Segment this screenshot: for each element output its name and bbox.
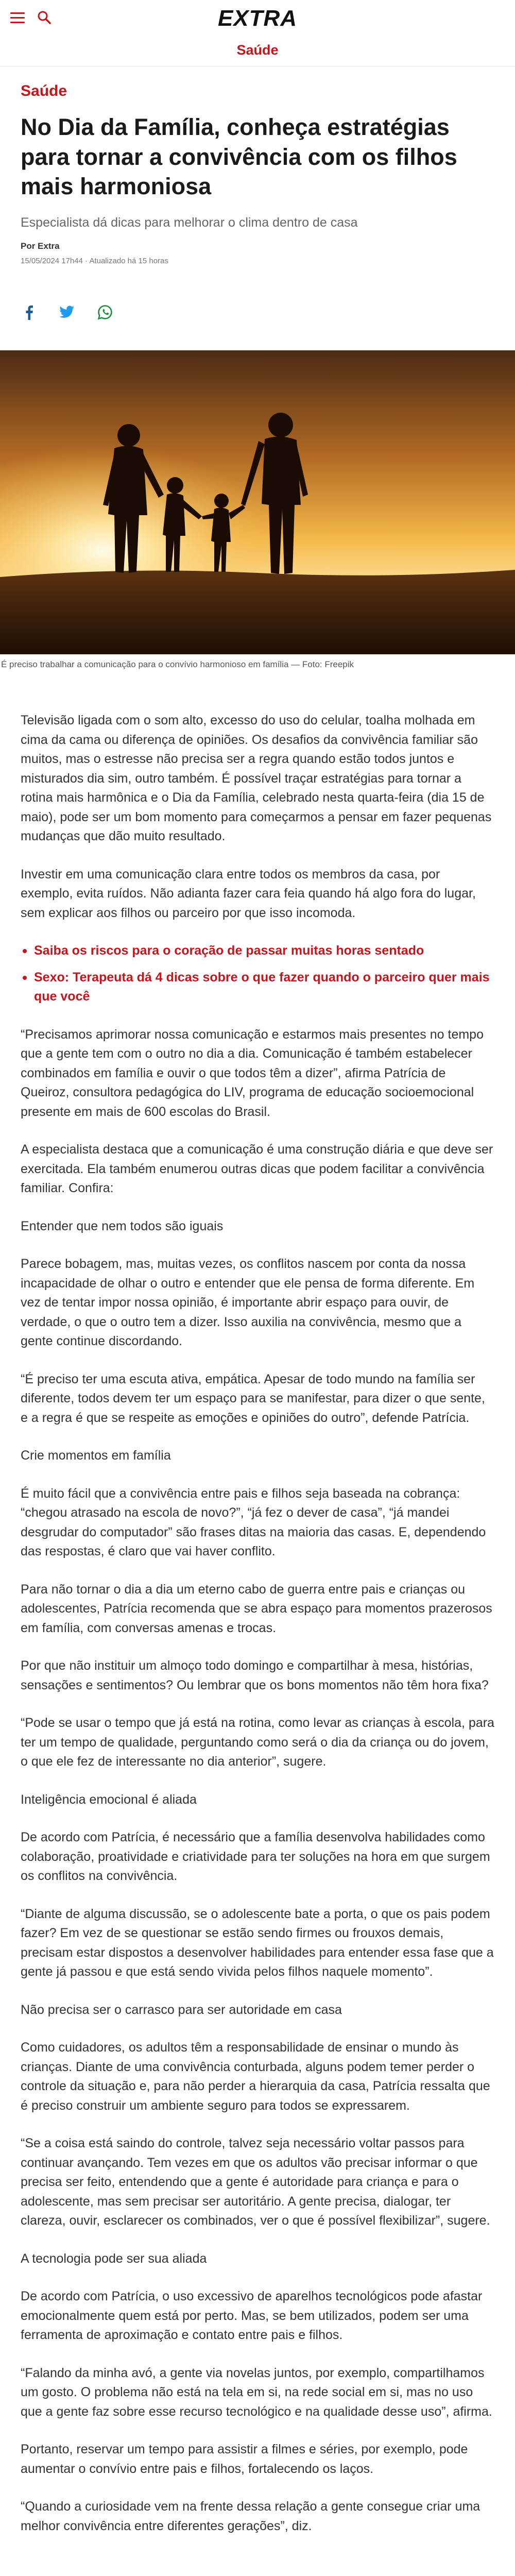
article-byline: Por Extra <box>21 241 60 251</box>
body-paragraph: “Precisamos aprimorar nossa comunicação e estarmos mais presentes no tempo que a gente tem com o outro no dia a dia. Comunicação é também estabelecer combinados em família e ouvir o que todos têm a dizer”, afirma Patrícia de Queiroz, consultora pedagógica do LIV, programa de educação socioemocional presente em mais de 600 escolas do Brasil. <box>21 1027 484 1119</box>
body-paragraph: “Diante de alguma discussão, se o adolescente bate a porta, o que os pais podem fazer? Em vez de se questionar se estão sendo firmes ou frouxos demais, precisam estar dispostos a desenvolver habilidades para entender essa fase que a gente já passou e que está sendo vivida pelos filhos naquele momento”. <box>21 1906 494 1979</box>
section-subtitle: Entender que nem todos são iguais <box>21 1218 224 1233</box>
article-dateline: 15/05/2024 17h44 · Atualizado há 15 horas <box>21 256 168 265</box>
family-sunset-photo <box>0 350 515 654</box>
body-paragraph: Investir em uma comunicação clara entre todos os membros da casa, por exemplo, evita ruídos. Não adianta fazer cara feia quando há algo fora do lugar, sem explicar aos filhos ou parceiro por que isso incomoda. <box>21 867 476 920</box>
whatsapp-icon[interactable] <box>97 304 113 320</box>
image-caption: É preciso trabalhar a comunicação para o convívio harmonioso em família — Foto: Freepik <box>1 659 354 669</box>
related-link[interactable]: Sexo: Terapeuta dá 4 dicas sobre o que fazer quando o parceiro quer mais que você <box>21 968 494 1007</box>
facebook-icon[interactable] <box>21 304 37 320</box>
body-paragraph: Como cuidadores, os adultos têm a responsabilidade de ensinar o mundo às crianças. Diante de uma convivência conturbada, alguns podem temer perder o controle da situação e, para não perder a hierarquia da casa, Patrícia ressalta que é preciso construir um ambiente seguro para todos se expressarem. <box>21 2040 490 2113</box>
body-paragraph: De acordo com Patrícia, o uso excessivo de aparelhos tecnológicos pode afastar emocionalmente quem está por perto. Mas, se bem utilizados, podem ser uma ferramenta de aproximação e contato entre pais e filhos. <box>21 2289 483 2342</box>
body-paragraph: “Se a coisa está saindo do controle, talvez seja necessário voltar passos para continuar avançando. Tem vezes em que os adultos vão precisar informar o que precisa ser feito, entendendo que a gente é autoridade para criança e para o adolescente, mas sem precisar ser autoritário. A gente precisa, dialogar, ter clareza, ouvir, esclarecer os combinados, ver o que é possível flexibilizar”, sugere. <box>21 2136 490 2228</box>
section-subtitle: Não precisa ser o carrasco para ser autoridade em casa <box>21 2002 342 2017</box>
article-headline: No Dia da Família, conheça estratégias para tornar a convivência com os filhos mais harmoniosa <box>21 114 457 200</box>
site-logo[interactable]: EXTRA <box>217 6 298 31</box>
body-paragraph: Televisão ligada com o som alto, excesso do uso do celular, toalha molhada em cima da cama ou diferença de opiniões. Os desafios da convivência familiar são muitos, mas o estresse não precisa ser a regra quando estão todos juntos e misturados dia sim, outro também. É possível traçar estratégias para tornar a rotina mais harmônica e o Dia da Família, celebrado nesta quarta-feira (dia 15 de maio), pode ser um bom momento para começarmos a pensar em fazer pequenas mudanças que dão muito resultado. <box>21 713 492 843</box>
share-bar <box>21 304 113 320</box>
section-subtitle: Inteligência emocional é aliada <box>21 1792 197 1807</box>
body-paragraph: Parece bobagem, mas, muitas vezes, os conflitos nascem por conta da nossa incapacidade de olhar o outro e entender que ele pensa de forma diferente. Em vez de tentar impor nossa opinião, é importante abrir espaço para ouvir, de verdade, o que o outro tem a dizer. Isso auxilia na convivência, mesmo que a gente continue discordando. <box>21 1257 475 1348</box>
body-paragraph: É muito fácil que a convivência entre pais e filhos seja baseada na cobrança: “chegou atrasado na escola de novo?”, “já fez o dever de casa”, “já mandei desgrudar do computador” são frases ditas na maioria das casas. E, dependendo das respostas, é claro que vai haver conflito. <box>21 1486 486 1558</box>
article-subhead: Especialista dá dicas para melhorar o clima dentro de casa <box>21 215 358 230</box>
body-paragraph: “Quando a curiosidade vem na frente dessa relação a gente consegue criar uma melhor convivência entre diferentes gerações”, diz. <box>21 2499 480 2533</box>
body-paragraph: A especialista destaca que a comunicação é uma construção diária e que deve ser exercitada. Ela também enumerou outras dicas que podem facilitar a convivência familiar. Confira: <box>21 1142 493 1195</box>
article-kicker[interactable]: Saúde <box>21 82 67 99</box>
article-header <box>21 82 494 265</box>
article-body <box>21 711 494 2554</box>
section-subtitle: Crie momentos em família <box>21 1448 171 1463</box>
section-link[interactable]: Saúde <box>236 42 279 58</box>
hamburger-menu-icon[interactable] <box>10 12 25 24</box>
site-header <box>0 0 515 41</box>
body-paragraph: De acordo com Patrícia, é necessário que a família desenvolva habilidades como colaboração, proatividade e criatividade para ter soluções na hora em que surgem os conflitos na convivência. <box>21 1830 490 1883</box>
search-icon[interactable] <box>37 10 52 25</box>
related-links-list <box>21 941 494 1007</box>
twitter-icon[interactable] <box>59 304 75 320</box>
related-link[interactable]: Saiba os riscos para o coração de passar muitas horas sentado <box>21 941 494 961</box>
body-paragraph: “Falando da minha avó, a gente via novelas juntos, por exemplo, compartilhamos um gosto. O problema não está na tela em si, na rede social em si, mas no uso que a gente faz sobre esse recurso tecnológico e na qualidade desse uso”, afirma. <box>21 2365 492 2419</box>
body-paragraph: Por que não instituir um almoço todo domingo e compartilhar à mesa, histórias, sensações e sentimentos? Ou lembrar que os bons momentos não têm hora fixa? <box>21 1658 489 1692</box>
body-paragraph: Para não tornar o dia a dia um eterno cabo de guerra entre pais e crianças ou adolescentes, Patrícia recomenda que se abra espaço para momentos prazerosos em família, com conversas amenas e trocas. <box>21 1582 492 1635</box>
body-paragraph: “É preciso ter uma escuta ativa, empática. Apesar de todo mundo na família ser diferente, todos devem ter um espaço para se manifestar, para dizer o que sente, e a regra é que se respeite as emoções e opiniões do outro”, defende Patrícia. <box>21 1371 485 1425</box>
body-paragraph: Portanto, reservar um tempo para assistir a filmes e séries, por exemplo, pode aumentar o convívio entre pais e filhos, fortalecendo os laços. <box>21 2442 468 2476</box>
body-paragraph: “Pode se usar o tempo que já está na rotina, como levar as crianças à escola, para ter um tempo de qualidade, perguntando como será o dia da criança ou do jovem, o que ele fez de interessante no dia anterior”, sugere. <box>21 1716 494 1769</box>
section-subtitle: A tecnologia pode ser sua aliada <box>21 2251 207 2266</box>
article-hero-image <box>0 350 515 654</box>
